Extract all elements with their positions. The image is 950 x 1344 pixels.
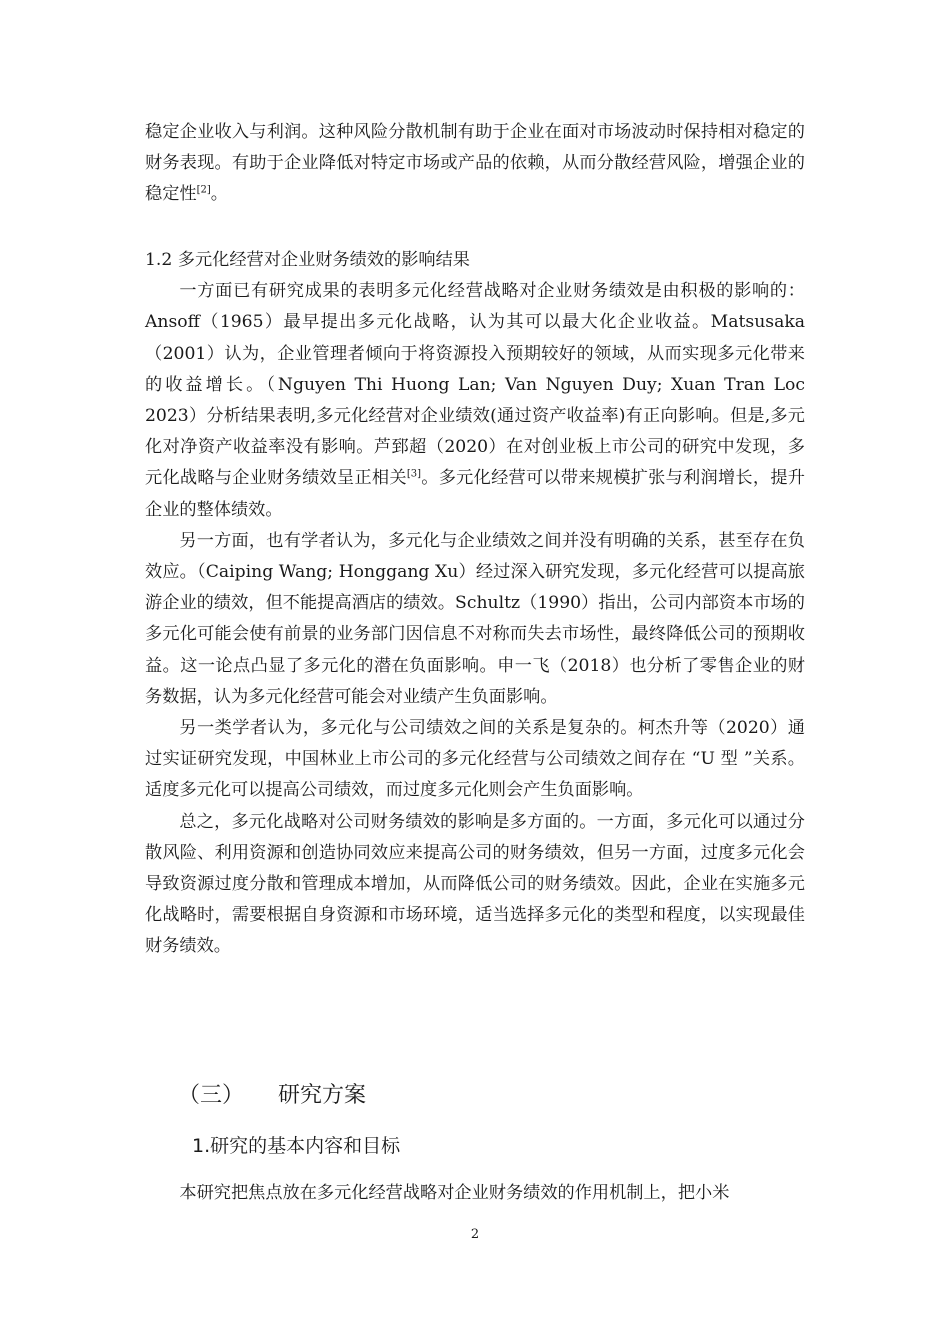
section-1-2 xyxy=(145,245,805,963)
subsection-1-paragraph: 本研究把焦点放在多元化经营战略对企业财务绩效的作用机制上，把小米 xyxy=(179,1183,730,1203)
paragraph-positive-effects xyxy=(145,276,805,526)
paragraph-complex-relationship: 另一类学者认为，多元化与公司绩效之间的关系是复杂的。柯杰升等（2020）通过实证研究发现，中国林业上市公司的多元化经营与公司绩效之间存在 “U 型 ”关系。适度多元化可以提高公司绩效，而过度多元化则会产生负面影响。 xyxy=(145,718,805,801)
subsection-1-body xyxy=(145,1178,805,1209)
section-3-number: （三） xyxy=(178,1083,245,1108)
paragraph-positive-tail: 。多元化经营可以带来规模扩张与利润增长，提升企业的整体绩效。 xyxy=(145,468,805,520)
subsection-1-heading: 1.研究的基本内容和目标 xyxy=(192,1135,401,1157)
section-3-heading xyxy=(178,1080,366,1112)
paragraph-summary: 总之，多元化战略对公司财务绩效的影响是多方面的。一方面，多元化可以通过分散风险、利用资源和创造协同效应来提高公司的财务绩效，但另一方面，过度多元化会导致资源过度分散和管理成本增加，从而降低公司的财务绩效。因此，企业在实施多元化战略时，需要根据自身资源和市场环境，适当选择多元化的类型和程度，以实现最佳财务绩效。 xyxy=(145,811,805,957)
citation-2: [2] xyxy=(196,184,211,196)
top-paragraph-text: 稳定企业收入与利润。这种风险分散机制有助于企业在面对市场波动时保持相对稳定的财务表现。有助于企业降低对特定市场或产品的依赖，从而分散经营风险，增强企业的稳定性 xyxy=(145,122,805,205)
paragraph-negative-effects: 另一方面，也有学者认为，多元化与企业绩效之间并没有明确的关系，甚至存在负效应。（Caiping Wang; Honggang Xu）经过深入研究发现，多元化经营可以提高旅游企业的绩效，但不能提高酒店的绩效。Schultz（1990）指出，公司内部资本市场的多元化可能会使有前景的业务部门因信息不对称而失去市场性，最终降低公司的预期收益。这一论点凸显了多元化的潜在负面影响。申一飞（2018）也分析了零售企业的财务数据，认为多元化经营可能会对业绩产生负面影响。 xyxy=(145,530,805,707)
section-1-2-heading: 1.2 多元化经营对企业财务绩效的影响结果 xyxy=(145,250,470,270)
citation-3: [3] xyxy=(406,468,421,480)
section-3-title: 研究方案 xyxy=(278,1083,367,1108)
top-paragraph xyxy=(145,117,805,211)
top-paragraph-tail: 。 xyxy=(210,184,228,205)
paragraph-positive-text: 一方面已有研究成果的表明多元化经营战略对企业财务绩效是由积极的影响的：Ansoff（1965）最早提出多元化战略，认为其可以最大化企业收益。Matsusaka（2001）认为，企业管理者倾向于将资源投入预期较好的领域，从而实现多元化带来的收益增长。（Nguyen Thi Huong Lan; Van Nguyen Duy; Xuan Tran Loc 2023）分析结果表明,多元化经营对企业绩效(通过资产收益率)有正向影响。但是,多元化对净资产收益率没有影响。芦郅超（2020）在对创业板上市公司的研究中发现，多元化战略与企业财务绩效呈正相关 xyxy=(145,281,805,489)
page-number: 2 xyxy=(470,1227,480,1242)
